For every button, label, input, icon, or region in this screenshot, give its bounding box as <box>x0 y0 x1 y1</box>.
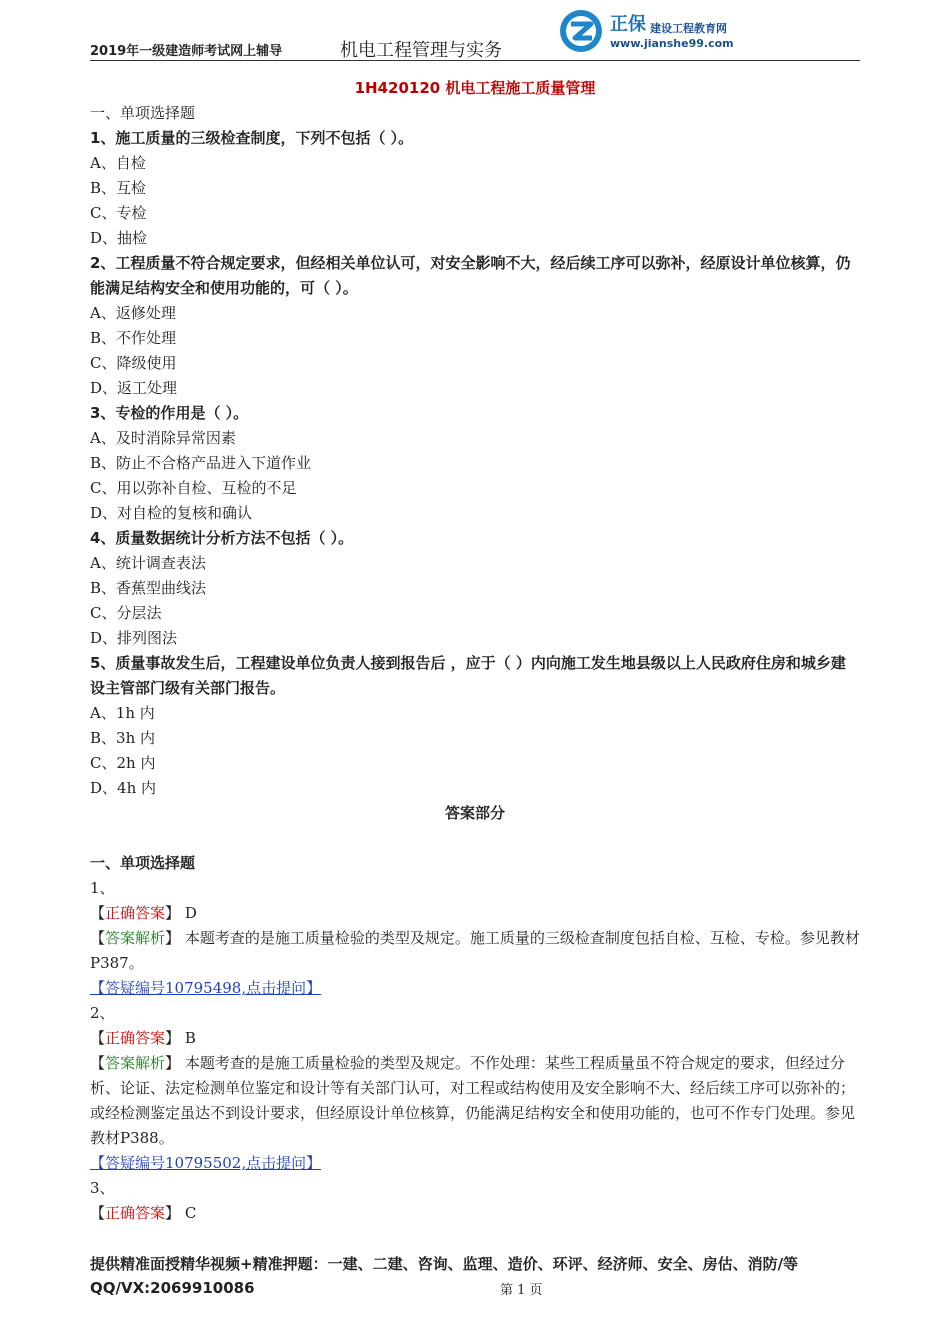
correct-answer-label: 正确答案 <box>105 904 166 922</box>
question-stem: 1、施工质量的三级检查制度，下列不包括（ ）。 <box>90 129 414 147</box>
logo-brand: 正保 <box>610 14 646 35</box>
header-subject: 机电工程管理与实务 <box>340 40 502 61</box>
ask-question-link[interactable]: 【答疑编号10795502,点击提问】 <box>90 1154 322 1172</box>
logo-subtitle: 建设工程教育网 <box>650 22 727 35</box>
correct-answer-label: 正确答案 <box>105 1204 166 1222</box>
answer-3 <box>90 1176 860 1226</box>
logo-icon <box>558 8 604 54</box>
question-3 <box>90 401 860 526</box>
logo-url: www.jianshe99.com <box>610 37 734 50</box>
analysis-text: 本题考查的是施工质量检验的类型及规定。施工质量的三级检查制度包括自检、互检、专检。参见教材P387。 <box>90 929 860 972</box>
answer-number: 2、 <box>90 1004 115 1022</box>
option-d: D、排列图法 <box>90 629 178 647</box>
question-stem: 4、质量数据统计分析方法不包括（ ）。 <box>90 529 354 547</box>
answers-part-heading: 一、单项选择题 <box>90 854 196 872</box>
page-header <box>90 0 860 61</box>
correct-answer-line: 【正确答案】 C <box>90 1204 197 1222</box>
option-c: C、2h 内 <box>90 754 156 772</box>
option-c: C、专检 <box>90 204 147 222</box>
option-a: A、自检 <box>90 154 146 172</box>
answer-2 <box>90 1001 860 1176</box>
option-c: C、分层法 <box>90 604 162 622</box>
question-1 <box>90 126 860 251</box>
answers-title: 答案部分 <box>444 804 505 822</box>
option-a: A、及时消除异常因素 <box>90 429 236 447</box>
option-d: D、抽检 <box>90 229 148 247</box>
question-stem: 3、专检的作用是（ ）。 <box>90 404 249 422</box>
option-c: C、降级使用 <box>90 354 177 372</box>
question-stem: 5、质量事故发生后，工程建设单位负责人接到报告后 ，应于（ ）内向施工发生地县级以上人民政府住房和城乡建设主管部门级有关部门报告。 <box>90 654 846 697</box>
correct-answer-label: 正确答案 <box>105 1029 166 1047</box>
option-b: B、互检 <box>90 179 147 197</box>
option-b: B、防止不合格产品进入下道作业 <box>90 454 312 472</box>
analysis-text: 本题考查的是施工质量检验的类型及规定。不作处理：某些工程质量虽不符合规定的要求，但经过分析、论证、法定检测单位鉴定和设计等有关部门认可，对工程或结构使用及安全影响不大、经后续工序可以弥补的；或经检测鉴定虽达不到设计要求，但经原设计单位核算，仍能满足结构安全和使用功能的，也可不作专门处理。参见教材P388。 <box>90 1054 856 1147</box>
correct-answer-line: 【正确答案】 D <box>90 904 197 922</box>
option-b: B、3h 内 <box>90 729 155 747</box>
option-d: D、返工处理 <box>90 379 178 397</box>
analysis-label: 答案解析 <box>105 929 166 947</box>
answer-number: 1、 <box>90 879 115 897</box>
footer-promo: 提供精准面授精华视频+精准押题：一建、二建、咨询、监理、造价、环评、经济师、安全、房估、消防/等 <box>90 1255 799 1273</box>
question-stem: 2、工程质量不符合规定要求，但经相关单位认可，对安全影响不大，经后续工序可以弥补，经原设计单位核算，仍能满足结构安全和使用功能的，可（ ）。 <box>90 254 851 297</box>
answer-analysis: 【答案解析】 本题考查的是施工质量检验的类型及规定。不作处理：某些工程质量虽不符合规定的要求，但经过分析、论证、法定检测单位鉴定和设计等有关部门认可，对工程或结构使用及安全影响不大、经后续工序可以弥补的；或经检测鉴定虽达不到设计要求，但经原设计单位核算，仍能满足结构安全和使用功能的，也可不作专门处理。参见教材P388。 <box>90 1054 856 1147</box>
answer-analysis: 【答案解析】 本题考查的是施工质量检验的类型及规定。施工质量的三级检查制度包括自检、互检、专检。参见教材P387。 <box>90 929 860 972</box>
page-number: 第 1 页 <box>500 1283 543 1298</box>
question-4 <box>90 526 860 651</box>
option-a: A、返修处理 <box>90 304 176 322</box>
option-b: B、不作处理 <box>90 329 177 347</box>
correct-answer-line: 【正确答案】 B <box>90 1029 196 1047</box>
page-footer <box>90 1252 860 1300</box>
option-a: A、统计调查表法 <box>90 554 206 572</box>
analysis-label: 答案解析 <box>105 1054 166 1072</box>
footer-contact: QQ/VX:2069910086 <box>90 1279 255 1297</box>
option-a: A、1h 内 <box>90 704 155 722</box>
site-logo[interactable] <box>558 8 748 54</box>
question-2 <box>90 251 860 401</box>
ask-question-link[interactable]: 【答疑编号10795498,点击提问】 <box>90 979 322 997</box>
question-5 <box>90 651 860 801</box>
header-course: 2019年一级建造师考试网上辅导 <box>90 44 283 59</box>
option-d: D、对自检的复核和确认 <box>90 504 253 522</box>
correct-answer-value: B <box>184 1029 196 1047</box>
document-body <box>90 76 860 1226</box>
correct-answer-value: D <box>184 904 197 922</box>
option-c: C、用以弥补自检、互检的不足 <box>90 479 297 497</box>
answer-number: 3、 <box>90 1179 115 1197</box>
option-b: B、香蕉型曲线法 <box>90 579 207 597</box>
option-d: D、4h 内 <box>90 779 156 797</box>
section-title: 1H420120 机电工程施工质量管理 <box>354 79 596 97</box>
correct-answer-value: C <box>184 1204 197 1222</box>
answer-1 <box>90 876 860 1001</box>
part-heading: 一、单项选择题 <box>90 104 196 122</box>
